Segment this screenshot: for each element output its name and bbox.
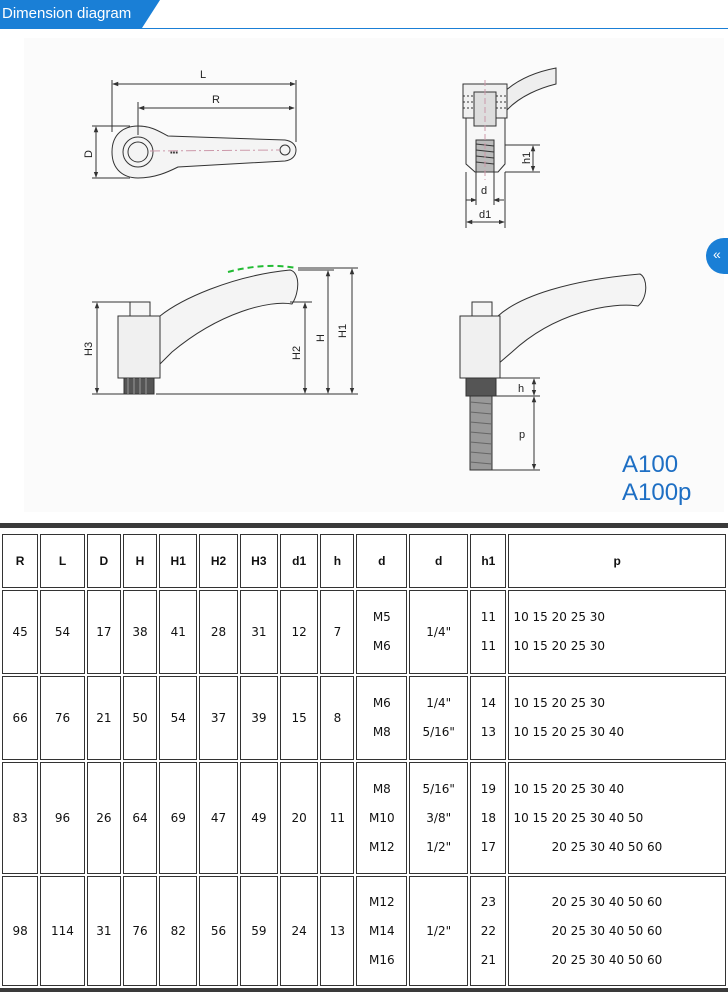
cell-line: M14	[369, 923, 395, 938]
col-header-h1: h1	[470, 534, 506, 588]
cell-d-metric	[356, 590, 407, 674]
dim-H3-label: H3	[83, 341, 95, 356]
cell-D: 17	[87, 590, 121, 674]
cell-line: 3/8"	[426, 810, 452, 825]
cell-L: 54	[40, 590, 85, 674]
table-bottom-border	[0, 988, 728, 992]
cell-line: 11	[480, 610, 496, 624]
cell-line: 5/16"	[422, 725, 455, 739]
cell-R: 45	[2, 590, 38, 674]
cell-h1	[470, 876, 506, 986]
cell-line: 22	[480, 923, 496, 938]
cell-d1: 20	[280, 762, 318, 874]
cell-line: M5	[372, 610, 391, 624]
table-row	[2, 676, 726, 760]
cell-H: 76	[123, 876, 157, 986]
cell-d-inch	[409, 590, 468, 674]
cell-line: M8	[372, 725, 391, 739]
cell-H2: 56	[199, 876, 237, 986]
svg-text:···: ···	[170, 148, 178, 157]
table-header-row	[2, 534, 726, 588]
dim-h-label-drawing: h	[518, 383, 525, 395]
cell-p	[508, 676, 726, 760]
cell-H2: 47	[199, 762, 237, 874]
cell-H2: 28	[199, 590, 237, 674]
cell-line: 1/4"	[426, 696, 452, 710]
col-header-L: L	[40, 534, 85, 588]
dim-H-label: H	[315, 334, 327, 342]
model-a100: A100	[622, 451, 679, 478]
dim-H2-label: H2	[291, 345, 303, 360]
col-header-H1: H1	[159, 534, 197, 588]
table-row	[2, 590, 726, 674]
cell-line: 1/4"	[426, 624, 452, 639]
cell-line: 21	[480, 952, 496, 967]
cell-h: 11	[320, 762, 354, 874]
cell-line: 20 25 30 40 50 60	[513, 839, 663, 854]
cell-L: 76	[40, 676, 85, 760]
col-header-d1: d1	[280, 534, 318, 588]
cell-h1	[470, 676, 506, 760]
cell-H3: 49	[240, 762, 278, 874]
top-view	[83, 69, 296, 178]
cell-line: 10 15 20 25 30 40 50	[513, 810, 644, 825]
cell-line: 17	[480, 839, 496, 854]
cell-p	[508, 590, 726, 674]
side-view	[83, 266, 358, 394]
col-header-h: h	[320, 534, 354, 588]
dim-h1-label-drawing: h1	[521, 151, 533, 164]
cell-line: 20 25 30 40 50 60	[513, 923, 663, 938]
threaded-view	[460, 274, 646, 470]
cell-line: M6	[372, 639, 391, 653]
cell-line: 13	[480, 725, 496, 739]
cell-R: 98	[2, 876, 38, 986]
chevron-left-double-icon: «	[713, 246, 721, 262]
cell-H: 64	[123, 762, 157, 874]
cell-H1: 41	[159, 590, 197, 674]
cell-H2: 37	[199, 676, 237, 760]
cell-D: 26	[87, 762, 121, 874]
cell-line: 10 15 20 25 30 40	[513, 781, 625, 796]
cell-d1: 12	[280, 590, 318, 674]
cell-L: 114	[40, 876, 85, 986]
cell-H1: 54	[159, 676, 197, 760]
cell-d-inch	[409, 876, 468, 986]
cell-h: 13	[320, 876, 354, 986]
cell-line: M12	[369, 894, 395, 909]
col-header-p: p	[508, 534, 726, 588]
cell-d-inch	[409, 762, 468, 874]
table-row	[2, 876, 726, 986]
col-header-H3: H3	[240, 534, 278, 588]
cell-h: 8	[320, 676, 354, 760]
cell-line: 1/2"	[426, 839, 452, 854]
cell-D: 21	[87, 676, 121, 760]
cell-H: 50	[123, 676, 157, 760]
cell-R: 83	[2, 762, 38, 874]
cell-d1: 15	[280, 676, 318, 760]
cell-line: 20 25 30 40 50 60	[513, 894, 663, 909]
dim-D-label: D	[83, 150, 95, 158]
section-view	[463, 68, 556, 228]
cell-p	[508, 876, 726, 986]
cell-line: 1/2"	[426, 923, 452, 938]
cell-H1: 69	[159, 762, 197, 874]
cell-line: 11	[480, 639, 496, 653]
col-header-d-inch: d	[409, 534, 468, 588]
cell-H1: 82	[159, 876, 197, 986]
cell-H: 38	[123, 590, 157, 674]
cell-H3: 39	[240, 676, 278, 760]
cell-h: 7	[320, 590, 354, 674]
cell-d1: 24	[280, 876, 318, 986]
cell-d-inch	[409, 676, 468, 760]
cell-H3: 59	[240, 876, 278, 986]
col-header-d-metric: d	[356, 534, 407, 588]
table-row	[2, 762, 726, 874]
cell-line: M6	[372, 696, 391, 710]
section-divider	[0, 523, 728, 528]
cell-line: 10 15 20 25 30	[513, 639, 606, 653]
col-header-R: R	[2, 534, 38, 588]
cell-line: M8	[372, 781, 391, 796]
dim-d-label-drawing: d	[481, 185, 488, 197]
cell-line: 20 25 30 40 50 60	[513, 952, 663, 967]
cell-R: 66	[2, 676, 38, 760]
cell-line: M10	[369, 810, 395, 825]
cell-h1	[470, 590, 506, 674]
dim-d1-label-drawing: d1	[479, 209, 492, 221]
dim-R-label: R	[212, 94, 220, 106]
dimension-table	[0, 532, 728, 988]
cell-D: 31	[87, 876, 121, 986]
model-labels	[622, 451, 691, 507]
cell-line: 10 15 20 25 30 40	[513, 725, 625, 739]
model-a100p: A100p	[622, 479, 692, 506]
cell-line: 5/16"	[422, 781, 455, 796]
cell-L: 96	[40, 762, 85, 874]
cell-d-metric	[356, 876, 407, 986]
dim-p-label-drawing: p	[519, 429, 526, 441]
cell-line: 19	[480, 781, 496, 796]
col-header-D: D	[87, 534, 121, 588]
cell-H3: 31	[240, 590, 278, 674]
cell-line: 18	[480, 810, 496, 825]
cell-line: 10 15 20 25 30	[513, 610, 606, 624]
col-header-H: H	[123, 534, 157, 588]
dim-H1-label: H1	[337, 323, 349, 338]
cell-d-metric	[356, 676, 407, 760]
cell-p	[508, 762, 726, 874]
cell-line: 10 15 20 25 30	[513, 696, 606, 710]
cell-line: 14	[480, 696, 496, 710]
dim-L-label: L	[200, 69, 207, 81]
col-header-H2: H2	[199, 534, 237, 588]
section-title: Dimension diagram	[2, 5, 132, 22]
cell-line: M12	[369, 839, 395, 854]
cell-d-metric	[356, 762, 407, 874]
cell-h1	[470, 762, 506, 874]
cell-line: 23	[480, 894, 496, 909]
cell-line: M16	[369, 952, 395, 967]
